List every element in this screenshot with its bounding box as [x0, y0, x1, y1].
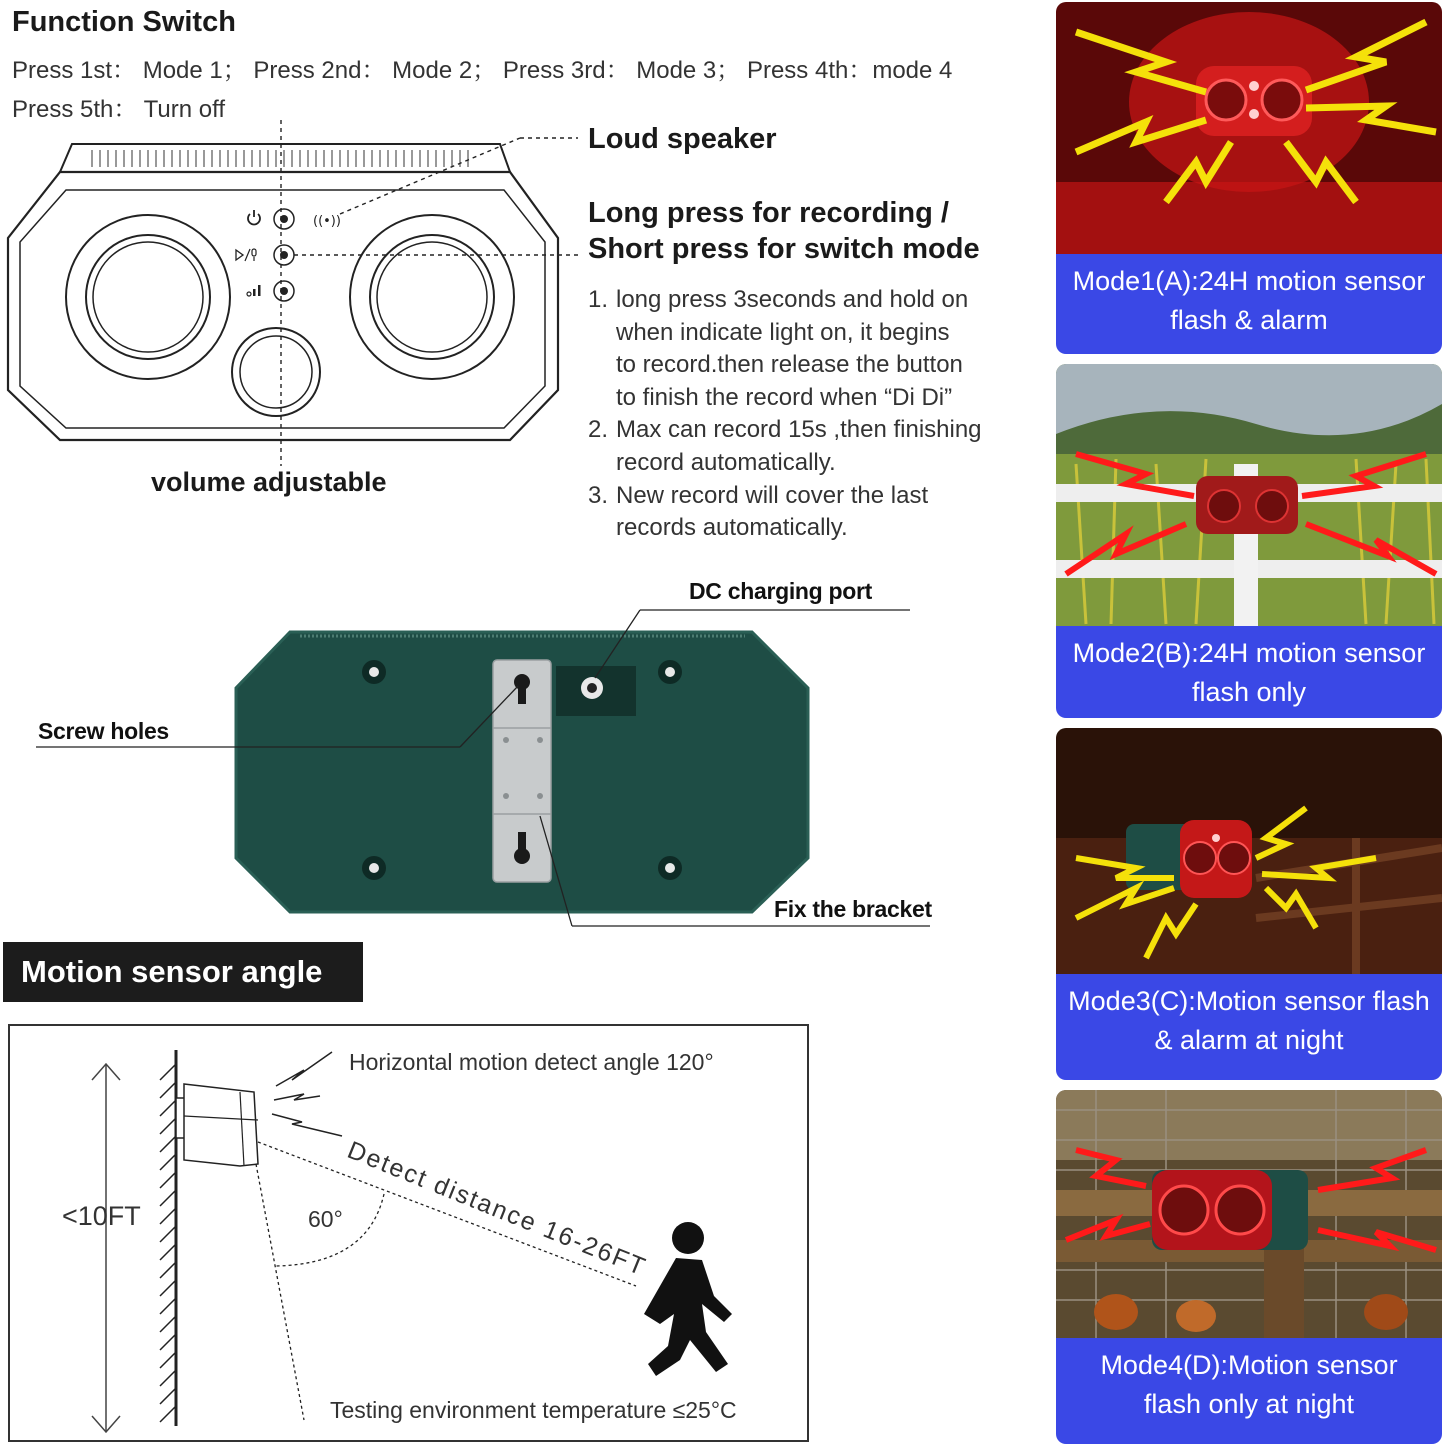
motion-sensor-angle-banner: Motion sensor angle — [3, 942, 363, 1002]
volume-label: volume adjustable — [151, 467, 387, 497]
screw-holes-label: Screw holes — [38, 718, 169, 744]
function-switch-title: Function Switch — [12, 6, 236, 38]
mode-4-photo — [1056, 1090, 1442, 1338]
screw-hole-icon — [362, 856, 386, 880]
mode-3-photo — [1056, 728, 1442, 974]
mode-3-caption: Mode3(C):Motion sensor flash & alarm at night — [1056, 974, 1442, 1080]
mode-panel-1 — [1056, 2, 1442, 354]
device-back-drawing — [0, 560, 960, 940]
instruction-item: 2. Max can record 15s ,then finishing record automatically. — [588, 416, 982, 476]
svg-text:((•)): ((•)) — [313, 214, 341, 229]
dc-port-icon — [556, 666, 636, 716]
instruction-item: 3. New record will cover the last records automatically. — [588, 481, 929, 542]
temperature-label: Testing environment temperature ≤25°C — [330, 1397, 737, 1423]
height-label: <10FT — [62, 1201, 141, 1231]
function-switch-line-1: Press 1st： Mode 1； Press 2nd： Mode 2； Press 3rd： Mode 3； Press 4th：mode 4 — [12, 57, 953, 84]
record-label-line-1: Long press for recording / — [588, 197, 949, 229]
mode-1-caption: Mode1(A):24H motion sensor flash & alarm — [1056, 254, 1442, 354]
loud-speaker-label: Loud speaker — [588, 123, 777, 155]
function-switch-line-2: Press 5th： Turn off — [12, 96, 225, 123]
record-label-line-2: Short press for switch mode — [588, 233, 980, 265]
signal-icon — [272, 1052, 342, 1136]
mode-4-caption: Mode4(D):Motion sensor flash only at night — [1056, 1338, 1442, 1444]
angle-label: 60° — [308, 1206, 343, 1232]
record-mode-button[interactable] — [274, 245, 294, 265]
sensor-device-icon — [176, 1084, 258, 1166]
screw-hole-icon — [658, 660, 682, 684]
mounting-bracket — [493, 660, 551, 882]
screw-hole-icon — [362, 660, 386, 684]
mode-1-photo — [1056, 2, 1442, 254]
motion-diagram — [8, 1024, 809, 1442]
mode-panel-3 — [1056, 728, 1442, 1080]
wall-hatching — [160, 1064, 176, 1422]
mode-2-photo — [1056, 364, 1442, 626]
mode-2-caption: Mode2(B):24H motion sensor flash only — [1056, 626, 1442, 718]
detect-distance-label: Detect distance 16-26FT — [343, 1136, 651, 1282]
screw-hole-icon — [658, 856, 682, 880]
horizontal-angle-label: Horizontal motion detect angle 120° — [349, 1049, 714, 1075]
mode-panel-4 — [1056, 1090, 1442, 1444]
instruction-item: 1. long press 3seconds and hold on when indicate light on, it begins to record.then release the button to finish the record when “Di Di” — [588, 286, 969, 411]
mode-panel-2 — [1056, 364, 1442, 718]
device-front-drawing — [0, 110, 600, 490]
speaker-wave-icon — [313, 214, 341, 229]
dc-charging-port-label: DC charging port — [689, 578, 873, 604]
walking-person-icon — [644, 1222, 732, 1376]
power-button[interactable] — [274, 209, 294, 229]
recording-instructions — [588, 284, 1018, 545]
volume-button[interactable] — [274, 281, 294, 301]
fix-bracket-label: Fix the bracket — [774, 896, 932, 922]
